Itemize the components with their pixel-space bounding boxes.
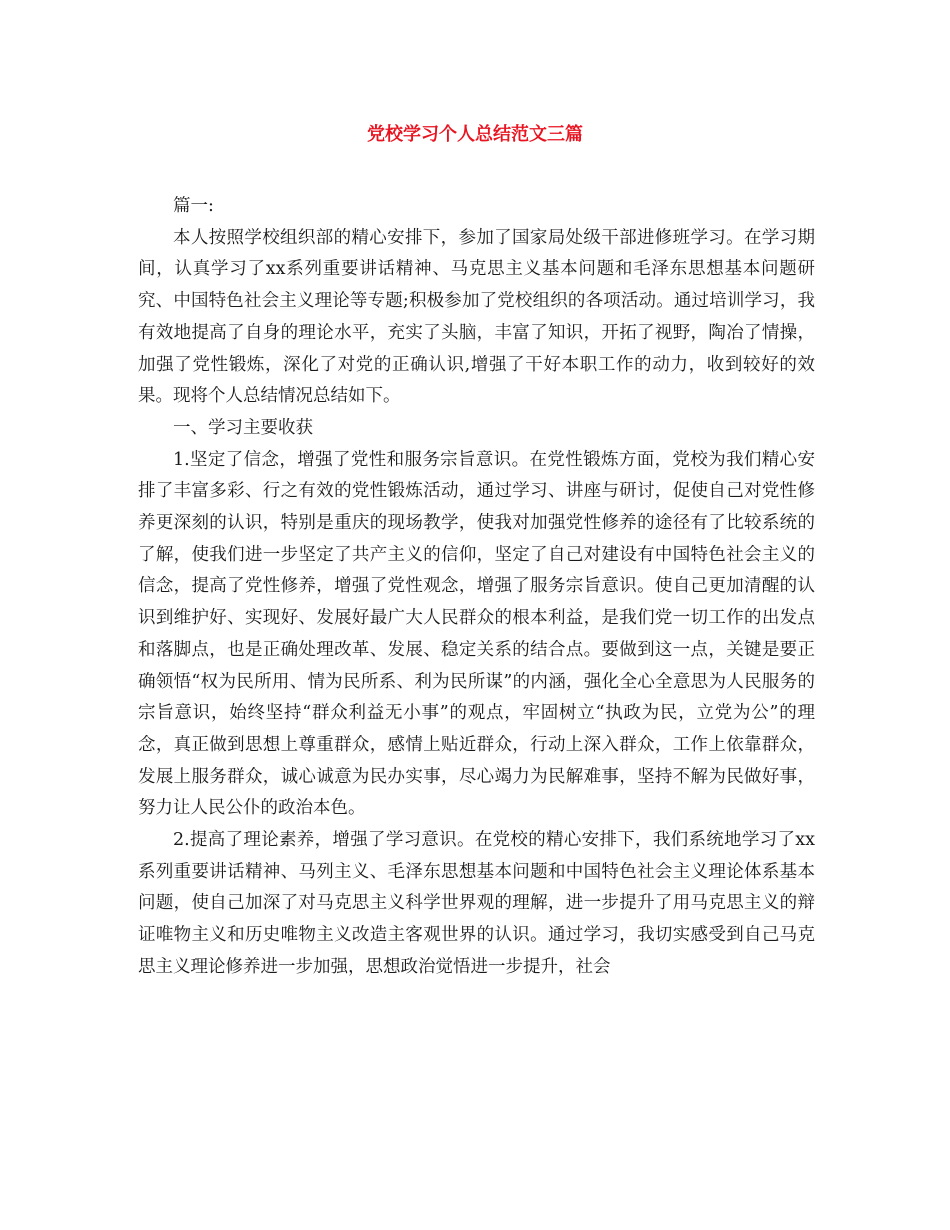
document-title: 党校学习个人总结范文三篇 [367, 124, 583, 145]
document-body [138, 191, 815, 984]
paragraph-intro: 本人按照学校组织部的精心安排下，参加了国家局处级干部进修班学习。在学习期间，认真学习了xx系列重要讲话精神、马克思主义基本问题和毛泽东思想基本问题研究、中国特色社会主义理论等专题;积极参加了党校组织的各项活动。通过培训学习，我有效地提高了自身的理论水平，充实了头脑，丰富了知识，开拓了视野，陶冶了情操，加强了党性锻炼，深化了对党的正确认识,增强了干好本职工作的动力，收到较好的效果。现将个人总结情况总结如下。 [138, 227, 815, 407]
paragraph-section-label: 篇一: [173, 196, 214, 216]
paragraph-heading-main-gains: 一、学习主要收获 [173, 417, 313, 438]
paragraph-point-2: 2.提高了理论素养，增强了学习意识。在党校的精心安排下，我们系统地学习了xx系列重要讲话精神、马列主义、毛泽东思想基本问题和中国特色社会主义理论体系基本问题，使自己加深了对马克思主义科学世界观的理解，进一步提升了用马克思主义的辩证唯物主义和历史唯物主义改造主客观世界的认识。通过学习，我切实感受到自己马克思主义理论修养进一步加强，思想政治觉悟进一步提升，社会 [138, 830, 815, 977]
paragraph-point-1: 1.坚定了信念，增强了党性和服务宗旨意识。在党性锻炼方面，党校为我们精心安排了丰富多彩、行之有效的党性锻炼活动，通过学习、讲座与研讨，促使自己对党性修养更深刻的认识，特别是重庆的现场教学，使我对加强党性修养的途径有了比较系统的了解，使我们进一步坚定了共产主义的信仰，坚定了自己对建设有中国特色社会主义的信念，提高了党性修养，增强了党性观念，增强了服务宗旨意识。使自己更加清醒的认识到维护好、实现好、发展好最广大人民群众的根本利益，是我们党一切工作的出发点和落脚点，也是正确处理改革、发展、稳定关系的结合点。要做到这一点，关键是要正确领悟“权为民所用、情为民所系、利为民所谋”的内涵，强化全心全意思为人民服务的宗旨意识，始终坚持“群众利益无小事”的观点，牢固树立“执政为民，立党为公”的理念，真正做到思想上尊重群众，感情上贴近群众，行动上深入群众，工作上依靠群众，发展上服务群众，诚心诚意为民办实事，尽心竭力为民解难事，坚持不解为民做好事，努力让人民公仆的政治本色。 [138, 449, 815, 819]
